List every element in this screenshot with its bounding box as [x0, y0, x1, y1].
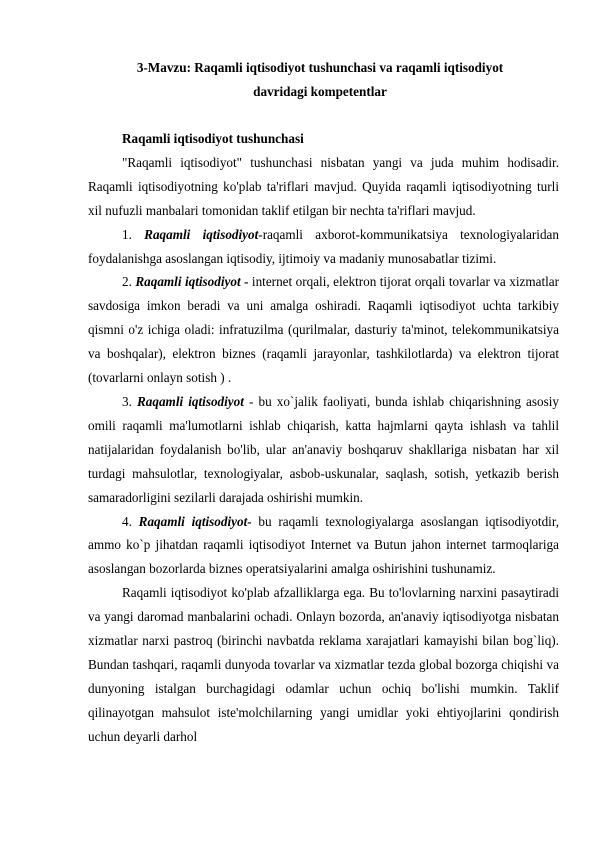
intro-paragraph: "Raqamli iqtisodiyot" tushunchasi nisbatan yangi va juda muhim hodisadir. Raqamli iqtisodiyotning ko'plab ta'riflari mavjud. Quyida raqamli iqtisodiyotning turli xil nufuzli manbalari tomonidan taklif etilgan bir nechta ta'riflari mavjud. [88, 154, 559, 218]
definition-term: Raqamli iqtisodiyot [144, 226, 259, 242]
section-heading: Raqamli iqtisodiyot tushunchasi [122, 131, 304, 146]
definition-paragraph [88, 510, 559, 582]
definition-term: Raqamli iqtisodiyot- [138, 513, 252, 529]
definition-paragraph [88, 223, 559, 271]
definition-number: 4. [122, 513, 132, 529]
definition-term: Raqamli iqtisodiyot - [135, 274, 249, 290]
definition-paragraph [88, 270, 559, 390]
definition-text: -raqamli axborot-kommunikatsiya texnologiyalaridan foydalanishga asoslangan iqtisodiy, ijtimoiy va madaniy munosabatlar tizimi. [88, 226, 559, 266]
definition-text: bu raqamli texnologiyalarga asoslangan iqtisodiyotdir, ammo ko`p jihatdan raqamli iqtisodiyot Internet va Butun jahon internet tarmoqlariga asoslangan bozorlarda biznes operatsiyalarini amalga oshirishini tushunamiz. [88, 513, 560, 577]
document-title [86, 56, 554, 104]
definition-text: internet orqali, elektron tijorat orqali tovarlar va xizmatlar savdosiga imkon beradi va uni amalga oshiradi. Raqamli iqtisodiyot uchta tarkibiy qismni o'z ichiga oladi: infratuzilma (qurilmalar, dasturiy ta'minot, telekommunikatsiya va boshqalar), elektron biznes (raqamli jarayonlar, tashkilotlarda) va elektron tijorat (tovarlarni onlayn sotish ) . [88, 274, 560, 386]
definition-text: - bu xo`jalik faoliyati, bunda ishlab chiqarishning asosiy omili raqamli ma'lumotlarni ishlab chiqarish, katta hajmlarni qayta ishlash va tahlil natijalaridan foydalanish bo'lib, ular an'anaviy boshqaruv shakllariga nisbatan har xil turdagi mahsulotlar, texnologiyalar, asbob-uskunalar, saqlash, sotish, yetkazib berish samaradorligini sezilarli darajada oshirishi mumkin. [88, 393, 559, 505]
definition-paragraph [88, 390, 559, 510]
document-body [88, 127, 559, 749]
definition-number: 1. [122, 226, 132, 242]
title-line-2: davridagi kompetentlar [253, 84, 387, 99]
definition-number: 2. [122, 274, 132, 290]
definition-number: 3. [122, 393, 132, 409]
definition-term: Raqamli iqtisodiyot [136, 393, 244, 409]
title-line-1: 3-Mavzu: Raqamli iqtisodiyot tushunchasi va raqamli iqtisodiyot [136, 60, 504, 75]
closing-paragraph: Raqamli iqtisodiyot ko'plab afzalliklarga ega. Bu to'lovlarning narxini pasaytiradi va yangi daromad manbalarini ochadi. Onlayn bozorda, an'anaviy iqtisodiyotga nisbatan xizmatlar narxi pastroq (birinchi navbatda reklama xarajatlari kamayishi bilan bog`liq). Bundan tashqari, raqamli dunyoda tovarlar va xizmatlar tezda global bozorga chiqishi va dunyoning istalgan burchagidagi odamlar uchun ochiq bo'lishi mumkin. Taklif qilinayotgan mahsulot iste'molchilarning yangi umidlar yoki ehtiyojlarini qondirish uchun deyarli darhol [88, 585, 559, 744]
